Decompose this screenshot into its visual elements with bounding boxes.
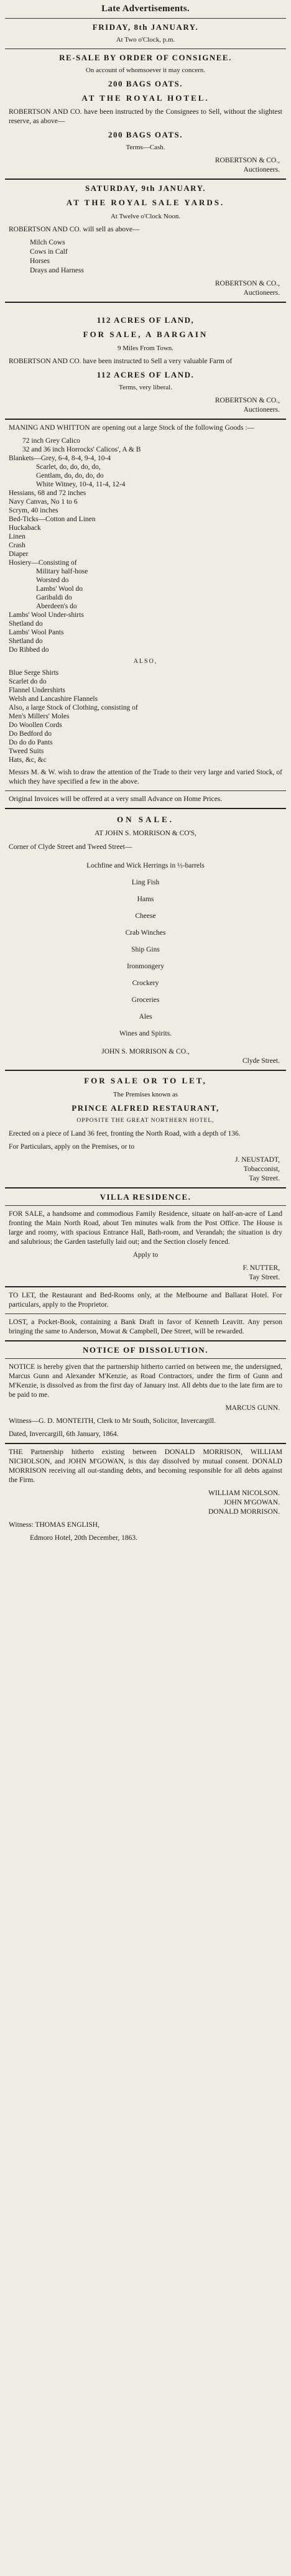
ad11-name: JOHN M'GOWAN. bbox=[223, 1499, 280, 1506]
ad2-time: At Twelve o'Clock Noon. bbox=[110, 213, 181, 220]
list-item: Lambs' Wool do bbox=[36, 585, 83, 593]
list-item: Do Ribbed do bbox=[9, 646, 49, 654]
advert-dissolution bbox=[5, 1345, 286, 1439]
newspaper-page bbox=[5, 0, 286, 1543]
advert-on-sale-morrison bbox=[5, 813, 286, 1066]
list-item: Hams bbox=[137, 896, 154, 903]
ad7-title: VILLA RESIDENCE. bbox=[99, 1192, 192, 1202]
list-item: Flannel Undershirts bbox=[9, 687, 66, 694]
ad1-date: FRIDAY, 8th JANUARY. bbox=[92, 22, 199, 32]
list-item: Navy Canvas, No 1 to 6 bbox=[9, 498, 78, 506]
ad11-body: THE Partnership hitherto existing between DONALD MORRISON, WILLIAM NICHOLSON, and JOHN M'GOWAN, is this day dissolved by mutual consent. DONALD MORRISON receiving all out-standing debts, and becoming responsible for all debts against the Firm. bbox=[9, 1448, 282, 1484]
advert-villa bbox=[5, 1192, 286, 1282]
ad1-terms: Terms—Cash. bbox=[126, 144, 165, 151]
ad3-lot: 112 ACRES OF LAND. bbox=[96, 370, 195, 379]
ad2-list bbox=[30, 238, 286, 276]
advert-saturday-sale bbox=[5, 183, 286, 298]
ad11-name: WILLIAM NICOLSON. bbox=[208, 1490, 280, 1497]
ad6-signature-name: J. NEUSTADT, bbox=[234, 1156, 280, 1164]
ad4-outro: Messrs M. & W. wish to draw the attention of the Trade to their very large and varied Stock, of which they have specified a few in the above. bbox=[9, 769, 282, 785]
ad2-date: SATURDAY, 9th JANUARY. bbox=[85, 183, 206, 193]
ad2-signature-name: ROBERTSON & CO., bbox=[215, 280, 280, 287]
list-item: Ship Gins bbox=[131, 946, 160, 953]
list-item: Groceries bbox=[131, 996, 160, 1004]
list-item: Cheese bbox=[135, 912, 156, 920]
advert-prince-alfred bbox=[5, 1076, 286, 1184]
list-item: Wines and Spirits. bbox=[119, 1030, 172, 1037]
ad4-list2 bbox=[9, 669, 286, 764]
ad4-intro: MANING AND WHITTON are opening out a large Stock of the following Goods :— bbox=[9, 424, 255, 432]
list-item: Shetland do bbox=[9, 637, 43, 645]
ad7-signature-name: F. NUTTER, bbox=[242, 1264, 280, 1272]
list-item: Blue Serge Shirts bbox=[9, 669, 59, 677]
ad1-lot: 200 BAGS OATS. bbox=[108, 79, 183, 88]
ad4-invoice: Original Invoices will be offered at a very small Advance on Home Prices. bbox=[9, 795, 223, 803]
list-item: Lambs' Wool Pants bbox=[9, 629, 64, 636]
list-item: Scarlet do do bbox=[9, 678, 47, 685]
list-item: Hessians, 68 and 72 inches bbox=[9, 489, 86, 497]
ad3-signature-name: ROBERTSON & CO., bbox=[215, 397, 280, 404]
list-item: Lambs' Wool Under-shirts bbox=[9, 611, 84, 619]
ad1-time: At Two o'Clock, p.m. bbox=[116, 36, 175, 44]
ad9-body: LOST, a Pocket-Book, containing a Bank Draft in favor of Kenneth Leavitt. Any person bringing the same to Anderson, Mowat & Campbell, Dee Street, will be rewarded. bbox=[9, 1318, 282, 1335]
ad2-body: ROBERTSON AND CO. will sell as above— bbox=[9, 226, 140, 233]
list-item: Scrym, 40 inches bbox=[9, 507, 58, 514]
list-item: Scarlet, do, do, do, do, bbox=[36, 463, 101, 471]
ad10-witness: Witness—G. D. MONTEITH, Clerk to Mr South, Solicitor, Invercargill. bbox=[9, 1417, 216, 1425]
ad5-list bbox=[5, 858, 286, 1042]
ad6-sub: The Premises known as bbox=[113, 1091, 178, 1098]
ad6-opposite: OPPOSITE THE GREAT NORTHERN HOTEL, bbox=[76, 1118, 215, 1124]
ad3-headline: 112 ACRES OF LAND, bbox=[96, 315, 195, 325]
ad7-apply: Apply to bbox=[132, 1251, 159, 1259]
ad1-signature-name: ROBERTSON & CO., bbox=[215, 157, 280, 164]
ad3-terms: Terms, very liberal. bbox=[119, 384, 172, 391]
list-item: Military half-hose bbox=[36, 568, 88, 575]
ad5-signature: JOHN S. MORRISON & CO., bbox=[101, 1048, 190, 1055]
list-item: Welsh and Lancashire Flannels bbox=[9, 695, 98, 703]
list-item: Cows in Calf bbox=[30, 248, 68, 256]
list-item: Garibaldi do bbox=[36, 594, 72, 601]
ad6-headline: FOR SALE OR TO LET, bbox=[84, 1076, 207, 1085]
list-item: Crab Winches bbox=[125, 929, 166, 937]
ad3-signature-role: Auctioneers. bbox=[243, 406, 280, 414]
list-item: Worsted do bbox=[36, 577, 69, 584]
list-item: Also, a large Stock of Clothing, consisting of bbox=[9, 704, 138, 711]
ad3-signature bbox=[5, 396, 280, 415]
list-item: Huckaback bbox=[9, 524, 41, 532]
ad6-signature-place: Tay Street. bbox=[249, 1175, 280, 1182]
list-item: White Witney, 10-4, 11-4, 12-4 bbox=[36, 481, 126, 488]
list-item: Hats, &c, &c bbox=[9, 756, 47, 764]
ad3-sub: FOR SALE, A BARGAIN bbox=[83, 330, 208, 339]
ad6-name: PRINCE ALFRED RESTAURANT, bbox=[72, 1103, 219, 1113]
list-item: Ironmongery bbox=[126, 963, 165, 970]
advert-lost-pocketbook bbox=[5, 1318, 286, 1337]
list-item: Tweed Suits bbox=[9, 748, 44, 755]
ad5-header: ON SALE. bbox=[117, 815, 174, 824]
list-item: Linen bbox=[9, 533, 25, 540]
ad6-signature bbox=[5, 1156, 280, 1184]
ad5-corner: Corner of Clyde Street and Tweed Street— bbox=[9, 843, 132, 851]
list-item: Horses bbox=[30, 257, 50, 265]
ad6-apply: For Particulars, apply on the Premises, or to bbox=[9, 1143, 135, 1151]
list-item: Crash bbox=[9, 542, 25, 549]
ad6-body: Erected on a piece of Land 36 feet, fronting the North Road, with a depth of 136. bbox=[9, 1130, 241, 1137]
list-item: Ales bbox=[139, 1013, 152, 1021]
ad11-witness-place: Edmoro Hotel, 20th December, 1863. bbox=[30, 1534, 137, 1542]
list-item: Lochfine and Wick Herrings in ½-barrels bbox=[86, 862, 205, 869]
list-item: Do do do Pants bbox=[9, 739, 53, 746]
ad1-signature bbox=[5, 156, 280, 175]
ad11-witness: Witness: THOMAS ENGLISH, bbox=[9, 1521, 99, 1529]
advert-112-acres bbox=[5, 307, 286, 415]
ad1-note: On account of whomsoever it may concern. bbox=[85, 67, 206, 74]
ad10-body: NOTICE is hereby given that the partnership hitherto carried on between me, the undersigned, Marcus Gunn and Alexander M'Kenzie, as Road Contractors, under the firm of Gunn and M'Kenzie, is dissolved as from the first day of January inst. All debts due to the late firm are to be paid to me. bbox=[9, 1363, 282, 1399]
ad1-place: AT THE ROYAL HOTEL. bbox=[81, 93, 210, 103]
list-item: Do Bedford do bbox=[9, 730, 52, 738]
list-item: Shetland do bbox=[9, 620, 43, 628]
ad5-signature-place: Clyde Street. bbox=[242, 1057, 280, 1065]
ad2-place: AT THE ROYAL SALE YARDS. bbox=[66, 198, 225, 207]
ad4-list bbox=[9, 437, 286, 654]
ad10-signature: MARCUS GUNN. bbox=[225, 1404, 280, 1412]
ad1-body: ROBERTSON AND CO. have been instructed by the Consignees to Sell, without the slightest reserve, as above— bbox=[9, 108, 282, 125]
list-item: Gentlam, do, do, do, do bbox=[36, 472, 104, 480]
ad1-lot2: 200 BAGS OATS. bbox=[108, 130, 183, 139]
ad1-headline: RE-SALE BY ORDER OF CONSIGNEE. bbox=[59, 53, 232, 62]
list-item: Do Woollen Cords bbox=[9, 721, 62, 729]
masthead: Late Advertisements. bbox=[5, 2, 286, 19]
list-item: Drays and Harness bbox=[30, 267, 84, 274]
advert-maning-whitton bbox=[5, 424, 286, 804]
ad3-body: ROBERTSON AND CO. have been instructed to Sell a very valuable Farm of bbox=[9, 358, 233, 365]
ad10-dated: Dated, Invercargill, 6th January, 1864. bbox=[9, 1430, 119, 1438]
list-item: Blankets—Grey, 6-4, 8-4, 9-4, 10-4 bbox=[9, 455, 111, 462]
ad1-signature-role: Auctioneers. bbox=[243, 166, 280, 174]
ad11-name: DONALD MORRISON. bbox=[208, 1508, 280, 1516]
list-item: Crockery bbox=[132, 980, 159, 987]
ad11-names bbox=[5, 1489, 280, 1517]
list-item: Milch Cows bbox=[30, 239, 65, 246]
advert-to-let bbox=[5, 1291, 286, 1310]
list-item: Aberdeen's do bbox=[36, 603, 77, 610]
ad10-title: NOTICE OF DISSOLUTION. bbox=[83, 1345, 208, 1355]
ad8-body: TO LET, the Restaurant and Bed-Rooms only, at the Melbourne and Ballarat Hotel. For particulars, apply to the Proprietor. bbox=[9, 1292, 282, 1309]
ad7-signature bbox=[5, 1264, 280, 1282]
ad2-signature-role: Auctioneers. bbox=[243, 289, 280, 297]
ad4-also: ALSO, bbox=[133, 658, 158, 665]
advert-oats-resale bbox=[5, 22, 286, 175]
list-item: Diaper bbox=[9, 550, 29, 558]
list-item: Ling Fish bbox=[131, 879, 160, 886]
list-item: 72 inch Grey Calico bbox=[22, 437, 80, 445]
ad5-place: AT JOHN S. MORRISON & CO'S, bbox=[95, 830, 196, 837]
ad3-distance: 9 Miles From Town. bbox=[117, 345, 174, 352]
list-item: 32 and 36 inch Horrocks' Calicos', A & B bbox=[22, 446, 141, 453]
ad2-signature bbox=[5, 279, 280, 298]
advert-partnership-dissolved bbox=[5, 1448, 286, 1543]
list-item: Bed-Ticks—Cotton and Linen bbox=[9, 516, 96, 523]
ad7-signature-place: Tay Street. bbox=[249, 1274, 280, 1281]
ad6-signature-role: Tobacconist, bbox=[243, 1165, 280, 1173]
list-item: Men's Millers' Moles bbox=[9, 713, 70, 720]
ad7-body: FOR SALE, a handsome and commodious Family Residence, situate on half-an-acre of Land fronting the Main North Road, about Ten minutes walk from the Post Office. The House is large and roomy, with spacious Entrance Hall, Bath-room, and Verandah; the situation is dry and salubrious; the Garden tastefully laid out; and the Section closely fenced. bbox=[9, 1210, 282, 1246]
list-item: Hosiery—Consisting of bbox=[9, 559, 77, 567]
